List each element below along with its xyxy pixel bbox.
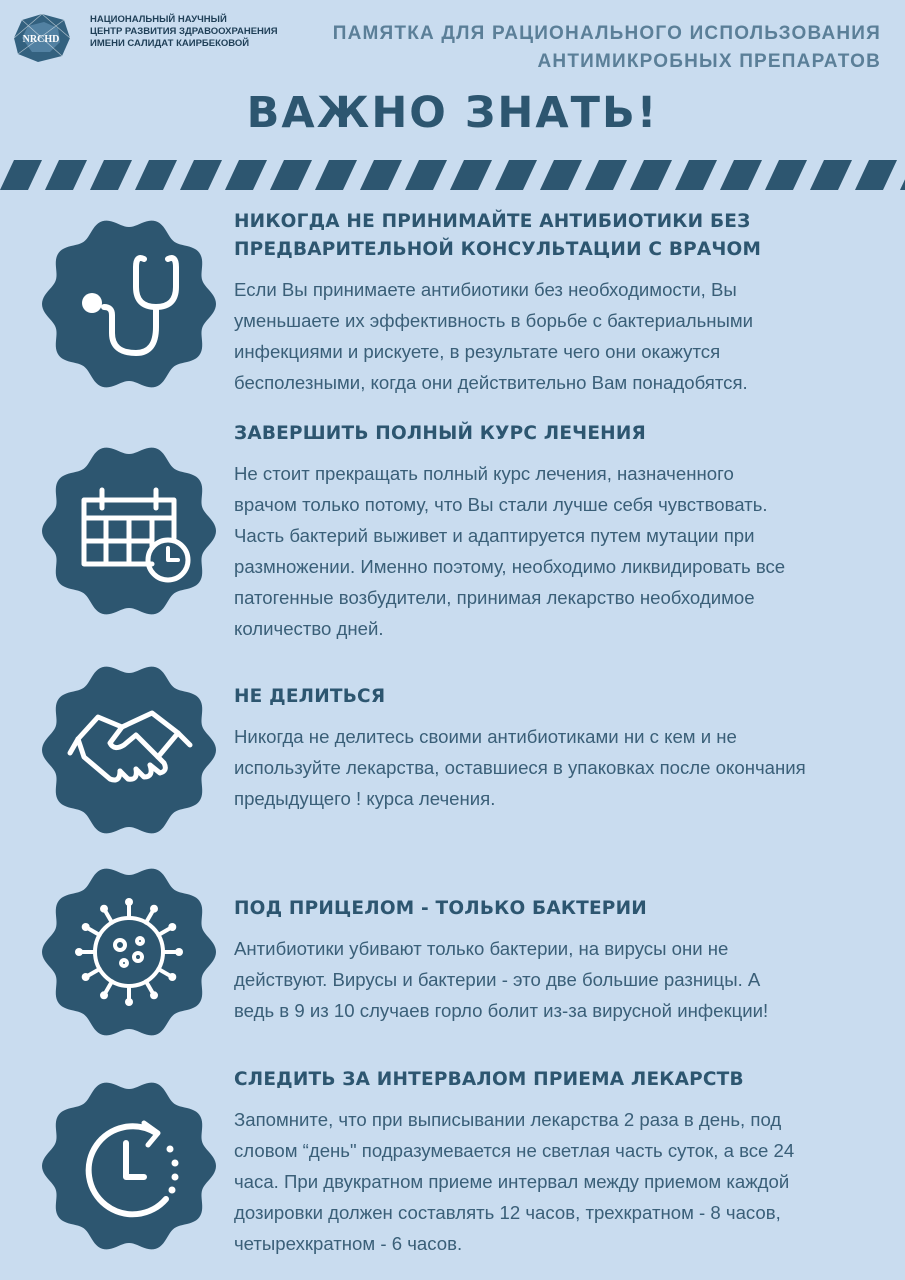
stethoscope-badge <box>40 215 218 393</box>
bacteria-badge <box>40 863 218 1041</box>
bacteria-spike-tip <box>150 905 158 913</box>
hazard-stripe-divider <box>0 160 905 190</box>
bacteria-spike-tip <box>82 923 90 931</box>
bacteria-spike-tip <box>175 948 183 956</box>
bacteria-spike-tip <box>125 998 133 1006</box>
bacteria-spike-tip <box>168 923 176 931</box>
memo-title: ПАМЯТКА ДЛЯ РАЦИОНАЛЬНОГО ИСПОЛЬЗОВАНИЯ АНТИМИКРОБНЫХ ПРЕПАРАТОВ <box>332 23 881 72</box>
section-body: Антибиотики убивают только бактерии, на вирусы они не действуют. Вирусы и бактерии - это две большие разницы. А ведь в 9 из 10 случаев горло болит из-за вирусной инфекции! <box>234 938 769 1021</box>
section-heading: НИКОГДА НЕ ПРИНИМАЙТЕ АНТИБИОТИКИ БЕЗ ПРЕДВАРИТЕЛЬНОЙ КОНСУЛЬТАЦИИ С ВРАЧОМ <box>234 211 762 260</box>
bacteria-spike-tip <box>75 948 83 956</box>
section-body: Никогда не делитесь своими антибиотиками ни с кем и не используйте лекарства, оставшиеся в упаковках после окончания предыдущего ! курса лечения. <box>234 726 806 809</box>
section-heading: ЗАВЕРШИТЬ ПОЛНЫЙ КУРС ЛЕЧЕНИЯ <box>234 423 646 444</box>
page-title: ВАЖНО ЗНАТЬ! <box>246 88 659 138</box>
bacteria-spike-tip <box>150 991 158 999</box>
section-heading: СЛЕДИТЬ ЗА ИНТЕРВАЛОМ ПРИЕМА ЛЕКАРСТВ <box>234 1069 744 1090</box>
header <box>0 0 905 90</box>
clock-badge <box>40 1077 218 1255</box>
badge-background <box>42 221 216 388</box>
bacteria-spike-tip <box>100 905 108 913</box>
organization-name: НАЦИОНАЛЬНЫЙ НАУЧНЫЙ ЦЕНТР РАЗВИТИЯ ЗДРАВООХРАНЕНИЯ ИМЕНИ САЛИДАТ КАИРБЕКОВОЙ <box>90 14 278 49</box>
organization-logo <box>8 8 74 66</box>
section-body: Если Вы принимаете антибиотики без необходимости, Вы уменьшаете их эффективность в борьбе с бактериальными инфекциями и рискуете, в результате чего они окажутся бесполезными, когда они действительно Вам понадобятся. <box>234 279 754 393</box>
section-body: Не стоит прекращать полный курс лечения, назначенного врачом только потому, что Вы стали лучше себя чувствовать. Часть бактерий выживет и адаптируется путем мутации при размножении. Именно поэтому, необходимо ликвидировать все патогенные возбудители, принимая лекарство необходимое количество дней. <box>234 463 786 639</box>
bacteria-spike-tip <box>100 991 108 999</box>
bacteria-spike-tip <box>125 898 133 906</box>
badge-background <box>42 869 216 1036</box>
handshake-badge <box>40 661 218 839</box>
calendar-badge <box>40 442 218 620</box>
section-body: Запомните, что при выписывании лекарства 2 раза в день, под словом “день" подразумевается не светлая часть суток, а все 24 часа. При двукратном приеме интервал между приемом каждой дозировки должен составлять 12 часов, трехкратном - 8 часов, четырехкратном - 6 часов. <box>234 1109 795 1254</box>
bacteria-spike-tip <box>82 973 90 981</box>
logo-text: NRCHD <box>22 34 60 45</box>
section-heading: ПОД ПРИЦЕЛОМ - ТОЛЬКО БАКТЕРИИ <box>234 898 647 919</box>
badge-background <box>42 667 216 834</box>
section-heading: НЕ ДЕЛИТЬСЯ <box>234 686 386 707</box>
bacteria-spike-tip <box>168 973 176 981</box>
